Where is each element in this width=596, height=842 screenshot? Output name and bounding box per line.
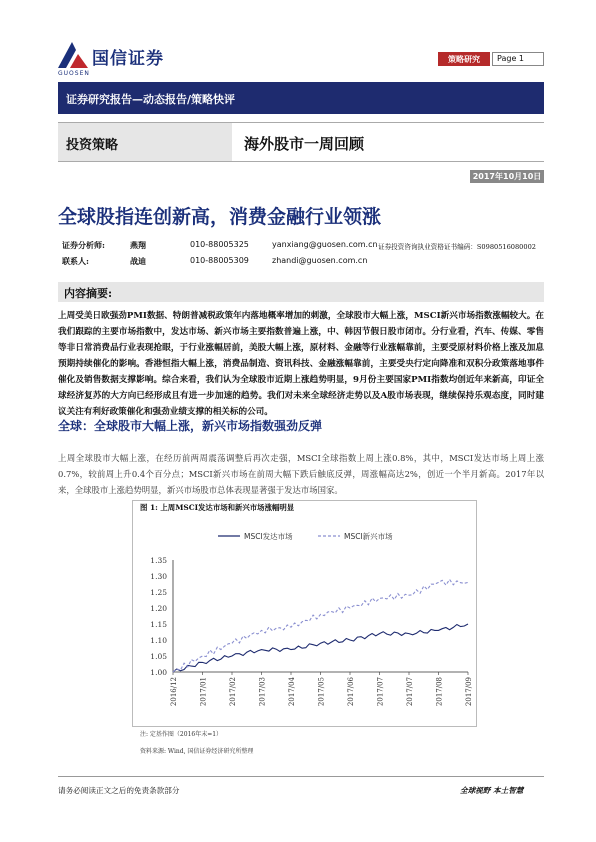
page-number: Page 1 — [492, 52, 544, 66]
section-label: 投资策略 — [66, 138, 119, 153]
y-tick-label: 1.35 — [150, 556, 167, 565]
x-tick-label: 2016/12 — [170, 677, 178, 707]
contact-email: zhandi@guosen.com.cn — [272, 256, 368, 265]
section-bar — [58, 122, 544, 162]
y-tick-label: 1.15 — [150, 620, 167, 629]
x-tick-label: 2017/07 — [376, 677, 385, 707]
contact-role: 联系人: — [62, 256, 89, 266]
logo-text: 国信证券 — [92, 49, 164, 69]
analyst-name: 燕翔 — [130, 240, 146, 250]
guosen-logo-icon — [58, 42, 88, 68]
figure-title: 图 1: 上周MSCI发达市场和新兴市场涨幅明显 — [140, 503, 295, 512]
legend-label: MSCI发达市场 — [244, 532, 293, 541]
analyst-role: 证券分析师: — [62, 240, 105, 250]
x-tick-label: 2017/04 — [288, 677, 296, 707]
analyst-email: yanxiang@guosen.com.cn — [272, 240, 378, 249]
footer-disclaimer: 请务必阅读正文之后的免责条款部分 — [58, 786, 180, 795]
x-tick-label: 2017/06 — [347, 677, 355, 707]
page-title: 全球股指连创新高，消费金融行业领涨 — [58, 206, 382, 228]
x-tick-label: 2017/03 — [258, 677, 267, 707]
report-type-bar — [58, 82, 544, 114]
footer-slogan: 全球视野 本土智慧 — [460, 786, 524, 795]
x-tick-label: 2017/07 — [406, 677, 414, 707]
summary-title: 内容摘要: — [64, 287, 113, 300]
figure-source: 资料来源: Wind, 国信证券经济研究所整理 — [140, 748, 254, 755]
summary-text: 上周受美日欧强劲PMI数据、特朗普减税政策年内落地概率增加的刺激，全球股市大幅上涨，MSCI新兴市场指数涨幅较大。在我们跟踪的主要市场指数中，发达市场、新兴市场主要指数普遍上涨，中、韩因节假日股市闭市。分行业看，汽车、传媒、零售等非日常消费品行业表现抢眼，于行业涨幅居前，美股大幅上涨，原材料、金融等行业涨幅靠前，主要受原材料价格上涨及加息预期持续催化的影响。香港恒指大幅上涨，消费品制造、资讯科技、金融涨幅靠前，主要受央行定向降准和双积分政策落地事件催化及销售数据支撑影响。综合来看，我们认为全球股市近期上涨趋势明显，9月份主要国家PMI指数均创近年来新高，印证全球经济复苏的大方向已经形成且有进一步加速的趋势。我们对未来全球经济走势以及A股市场表现，继续保持乐观态度，同时建议关注有利好政策催化和强劲业绩支撑的相关标的公司。 — [58, 311, 544, 417]
section-heading: 全球：全球股市大幅上涨，新兴市场指数强劲反弹 — [58, 419, 323, 433]
topic-label: 海外股市一周回顾 — [244, 135, 365, 153]
footer-divider — [58, 776, 544, 777]
contact-phone: 010-88005309 — [190, 256, 249, 265]
analyst-cert: 证券投资咨询执业资格证书编码：S0980516080002 — [378, 243, 536, 251]
series-line — [173, 580, 468, 673]
report-date: 2017年10月10日 — [470, 170, 544, 183]
x-tick-label: 2017/05 — [317, 677, 326, 707]
figure-note: 注: 定基作图（2016年末=1） — [140, 731, 223, 738]
summary-header — [58, 282, 544, 302]
line-chart — [133, 514, 476, 726]
legend-label: MSCI新兴市场 — [344, 532, 393, 541]
y-tick-label: 1.00 — [150, 668, 167, 677]
logo-subtext: GUOSEN — [58, 70, 90, 77]
contact-name: 战迪 — [130, 256, 146, 266]
report-type: 证券研究报告—动态报告/策略快评 — [66, 93, 236, 106]
y-tick-label: 1.05 — [150, 652, 167, 661]
category-tag: 策略研究 — [438, 52, 490, 66]
x-tick-label: 2017/08 — [435, 677, 444, 707]
y-tick-label: 1.20 — [150, 604, 167, 613]
analyst-phone: 010-88005325 — [190, 240, 249, 249]
x-tick-label: 2017/02 — [229, 677, 237, 707]
y-tick-label: 1.10 — [150, 636, 167, 645]
y-tick-label: 1.25 — [150, 588, 167, 597]
x-tick-label: 2017/01 — [199, 677, 208, 707]
y-tick-label: 1.30 — [150, 572, 167, 581]
x-tick-label: 2017/09 — [465, 677, 473, 707]
section-paragraph: 上周全球股市大幅上涨，在经历前两周震荡调整后再次走强，MSCI全球指数上周上涨0.8%，其中，MSCI发达市场上周上涨0.7%，较前周上升0.4个百分点；MSCI新兴市场在前周大幅下跌后触底反弹，周涨幅高达2%，创近一个半月新高。2017年以来，全球股市上涨趋势明显，新兴市场股市总体表现显著强于发达市场国家。 — [58, 453, 544, 495]
